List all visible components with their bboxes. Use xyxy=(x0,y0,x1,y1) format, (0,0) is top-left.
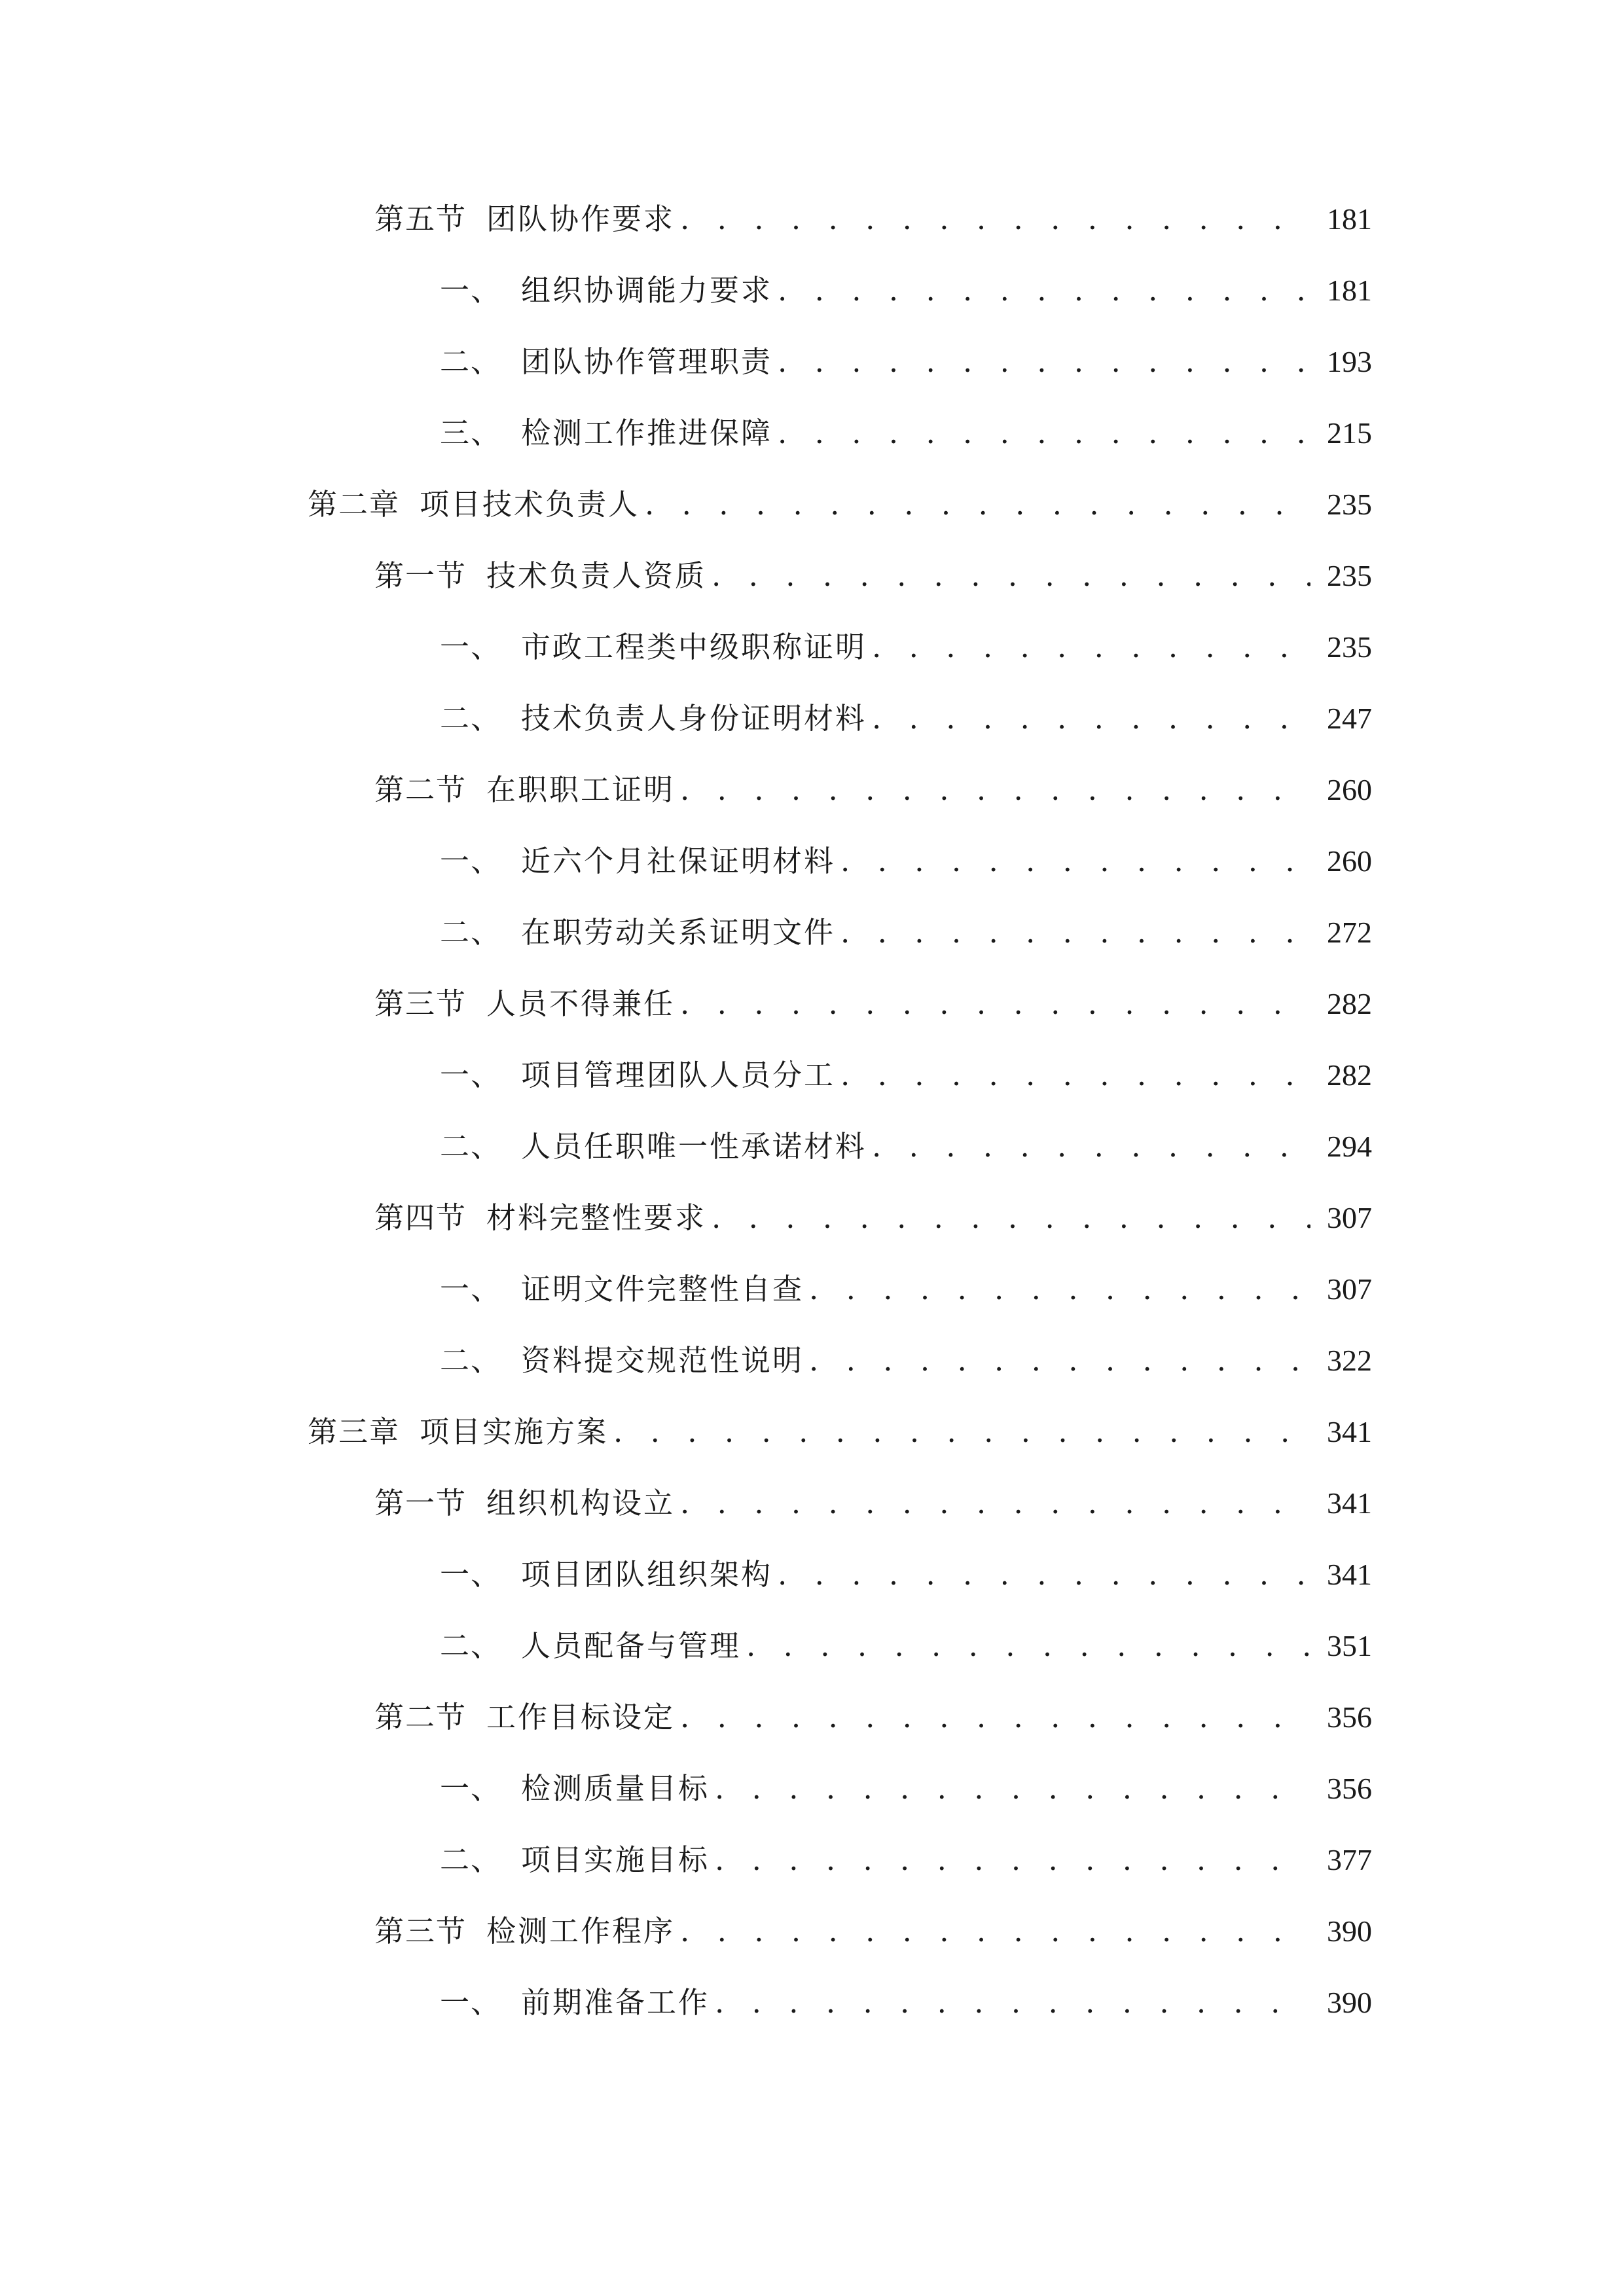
toc-entry-title: 工作目标设定 xyxy=(486,1700,676,1734)
toc-entry-page: 235 xyxy=(1327,630,1372,664)
toc-entry-title: 人员不得兼任 xyxy=(486,986,676,1021)
toc-entry-page: 341 xyxy=(1327,1415,1372,1448)
toc-entry-title: 在职劳动关系证明文件 xyxy=(521,915,836,950)
toc-entry-title: 组织机构设立 xyxy=(486,1486,676,1520)
toc-entry-number: 一、 xyxy=(440,1771,502,1806)
toc-entry-page: 377 xyxy=(1327,1843,1372,1876)
toc-dot-leader xyxy=(840,1049,1310,1102)
toc-entry-number: 一、 xyxy=(440,1557,502,1592)
toc-section-entry[interactable] xyxy=(374,193,1372,245)
toc-dot-leader xyxy=(840,906,1310,959)
toc-entry-title: 团队协作要求 xyxy=(486,202,676,236)
toc-entry-number: 第四节 xyxy=(374,1200,467,1235)
toc-entry-page: 272 xyxy=(1327,916,1372,949)
toc-item-entry[interactable] xyxy=(440,1834,1372,1886)
toc-entry-title: 人员任职唯一性承诺材料 xyxy=(521,1129,867,1164)
toc-item-entry[interactable] xyxy=(440,692,1372,745)
toc-entry-title: 检测工作推进保障 xyxy=(521,416,773,450)
toc-dot-leader xyxy=(809,1263,1310,1316)
toc-item-entry[interactable] xyxy=(440,1335,1372,1387)
toc-entry-title: 资料提交规范性说明 xyxy=(521,1343,804,1378)
toc-item-entry[interactable] xyxy=(440,621,1372,673)
toc-entry-number: 一、 xyxy=(440,1272,502,1306)
toc-item-entry[interactable] xyxy=(440,1049,1372,1102)
toc-dot-leader xyxy=(645,478,1310,531)
toc-dot-leader xyxy=(872,1121,1310,1173)
toc-entry-title: 近六个月社保证明材料 xyxy=(521,844,836,878)
toc-item-entry[interactable] xyxy=(440,264,1372,317)
toc-entry-page: 307 xyxy=(1327,1272,1372,1306)
toc-entry-number: 二、 xyxy=(440,915,502,950)
toc-entry-title: 材料完整性要求 xyxy=(486,1200,707,1235)
toc-entry-number: 第三节 xyxy=(374,986,467,1021)
toc-dot-leader xyxy=(778,407,1310,459)
toc-entry-number: 第二节 xyxy=(374,1700,467,1734)
toc-entry-title: 项目实施目标 xyxy=(521,1842,710,1877)
toc-dot-leader xyxy=(840,835,1310,888)
toc-entry-page: 247 xyxy=(1327,702,1372,735)
toc-entry-page: 356 xyxy=(1327,1772,1372,1805)
toc-entry-number: 第二章 xyxy=(308,487,401,522)
toc-item-entry[interactable] xyxy=(440,1121,1372,1173)
toc-entry-page: 390 xyxy=(1327,1986,1372,2019)
toc-entry-number: 第二节 xyxy=(374,772,467,807)
toc-entry-title: 技术负责人身份证明材料 xyxy=(521,701,867,736)
toc-dot-leader xyxy=(809,1335,1310,1387)
toc-entry-title: 组织协调能力要求 xyxy=(521,273,773,308)
toc-item-entry[interactable] xyxy=(440,336,1372,388)
toc-dot-leader xyxy=(715,1763,1310,1815)
toc-item-entry[interactable] xyxy=(440,1763,1372,1815)
toc-entry-page: 341 xyxy=(1327,1558,1372,1591)
toc-dot-leader xyxy=(715,1834,1310,1886)
toc-entry-page: 282 xyxy=(1327,1058,1372,1092)
toc-entry-page: 322 xyxy=(1327,1344,1372,1377)
toc-entry-number: 一、 xyxy=(440,630,502,664)
toc-section-entry[interactable] xyxy=(374,978,1372,1030)
toc-item-entry[interactable] xyxy=(440,1549,1372,1601)
toc-entry-title: 证明文件完整性自查 xyxy=(521,1272,804,1306)
toc-entry-page: 181 xyxy=(1327,274,1372,307)
toc-section-entry[interactable] xyxy=(374,1477,1372,1530)
toc-item-entry[interactable] xyxy=(440,1620,1372,1672)
toc-entry-title: 在职职工证明 xyxy=(486,772,676,807)
toc-entry-page: 356 xyxy=(1327,1700,1372,1734)
toc-entry-page: 390 xyxy=(1327,1914,1372,1948)
toc-dot-leader xyxy=(680,1477,1310,1530)
toc-entry-title: 项目实施方案 xyxy=(420,1414,609,1449)
toc-entry-page: 294 xyxy=(1327,1130,1372,1163)
toc-entry-number: 第一节 xyxy=(374,1486,467,1520)
toc-entry-title: 项目技术负责人 xyxy=(420,487,640,522)
toc-section-entry[interactable] xyxy=(374,1691,1372,1744)
toc-entry-page: 181 xyxy=(1327,202,1372,236)
toc-dot-leader xyxy=(680,1905,1310,1958)
toc-item-entry[interactable] xyxy=(440,1977,1372,2029)
toc-entry-title: 检测质量目标 xyxy=(521,1771,710,1806)
toc-entry-number: 一、 xyxy=(440,1058,502,1092)
toc-item-entry[interactable] xyxy=(440,407,1372,459)
toc-entry-title: 检测工作程序 xyxy=(486,1914,676,1948)
toc-section-entry[interactable] xyxy=(374,1192,1372,1244)
toc-entry-number: 一、 xyxy=(440,844,502,878)
toc-entry-number: 第三章 xyxy=(308,1414,401,1449)
toc-chapter-entry[interactable] xyxy=(308,478,1372,531)
toc-entry-title: 市政工程类中级职称证明 xyxy=(521,630,867,664)
toc-entry-number: 三、 xyxy=(440,416,502,450)
toc-dot-leader xyxy=(778,1549,1310,1601)
toc-entry-number: 二、 xyxy=(440,1842,502,1877)
toc-chapter-entry[interactable] xyxy=(308,1406,1372,1458)
toc-entry-title: 项目管理团队人员分工 xyxy=(521,1058,836,1092)
toc-dot-leader xyxy=(872,692,1310,745)
toc-entry-number: 一、 xyxy=(440,1985,502,2020)
toc-dot-leader xyxy=(680,978,1310,1030)
toc-entry-number: 一、 xyxy=(440,273,502,308)
toc-entry-page: 193 xyxy=(1327,345,1372,378)
toc-entry-page: 282 xyxy=(1327,987,1372,1020)
toc-section-entry[interactable] xyxy=(374,550,1372,602)
toc-item-entry[interactable] xyxy=(440,1263,1372,1316)
toc-entry-number: 二、 xyxy=(440,701,502,736)
toc-entry-number: 第三节 xyxy=(374,1914,467,1948)
toc-entry-page: 260 xyxy=(1327,844,1372,878)
toc-dot-leader xyxy=(680,193,1310,245)
toc-entry-title: 项目团队组织架构 xyxy=(521,1557,773,1592)
toc-dot-leader xyxy=(680,1691,1310,1744)
toc-entry-page: 351 xyxy=(1327,1629,1372,1662)
toc-dot-leader xyxy=(712,1192,1310,1244)
toc-entry-page: 307 xyxy=(1327,1201,1372,1234)
toc-entry-number: 二、 xyxy=(440,1129,502,1164)
toc-dot-leader xyxy=(613,1406,1310,1458)
toc-entry-page: 341 xyxy=(1327,1486,1372,1520)
toc-entry-title: 前期准备工作 xyxy=(521,1985,710,2020)
toc-dot-leader xyxy=(712,550,1310,602)
toc-item-entry[interactable] xyxy=(440,835,1372,888)
toc-dot-leader xyxy=(778,264,1310,317)
toc-entry-page: 260 xyxy=(1327,773,1372,806)
toc-dot-leader xyxy=(778,336,1310,388)
toc-dot-leader xyxy=(872,621,1310,673)
toc-entry-number: 二、 xyxy=(440,1343,502,1378)
toc-dot-leader xyxy=(746,1620,1310,1672)
toc-item-entry[interactable] xyxy=(440,906,1372,959)
toc-entry-page: 235 xyxy=(1327,488,1372,521)
toc-entry-title: 技术负责人资质 xyxy=(486,558,707,593)
toc-section-entry[interactable] xyxy=(374,1905,1372,1958)
toc-entry-page: 215 xyxy=(1327,416,1372,450)
toc-entry-number: 第五节 xyxy=(374,202,467,236)
toc-entry-number: 第一节 xyxy=(374,558,467,593)
toc-entry-number: 二、 xyxy=(440,344,502,379)
toc-entry-number: 二、 xyxy=(440,1628,502,1663)
toc-entry-title: 人员配备与管理 xyxy=(521,1628,742,1663)
toc-entry-title: 团队协作管理职责 xyxy=(521,344,773,379)
toc-entry-page: 235 xyxy=(1327,559,1372,592)
toc-section-entry[interactable] xyxy=(374,764,1372,816)
toc-dot-leader xyxy=(715,1977,1310,2029)
toc-dot-leader xyxy=(680,764,1310,816)
